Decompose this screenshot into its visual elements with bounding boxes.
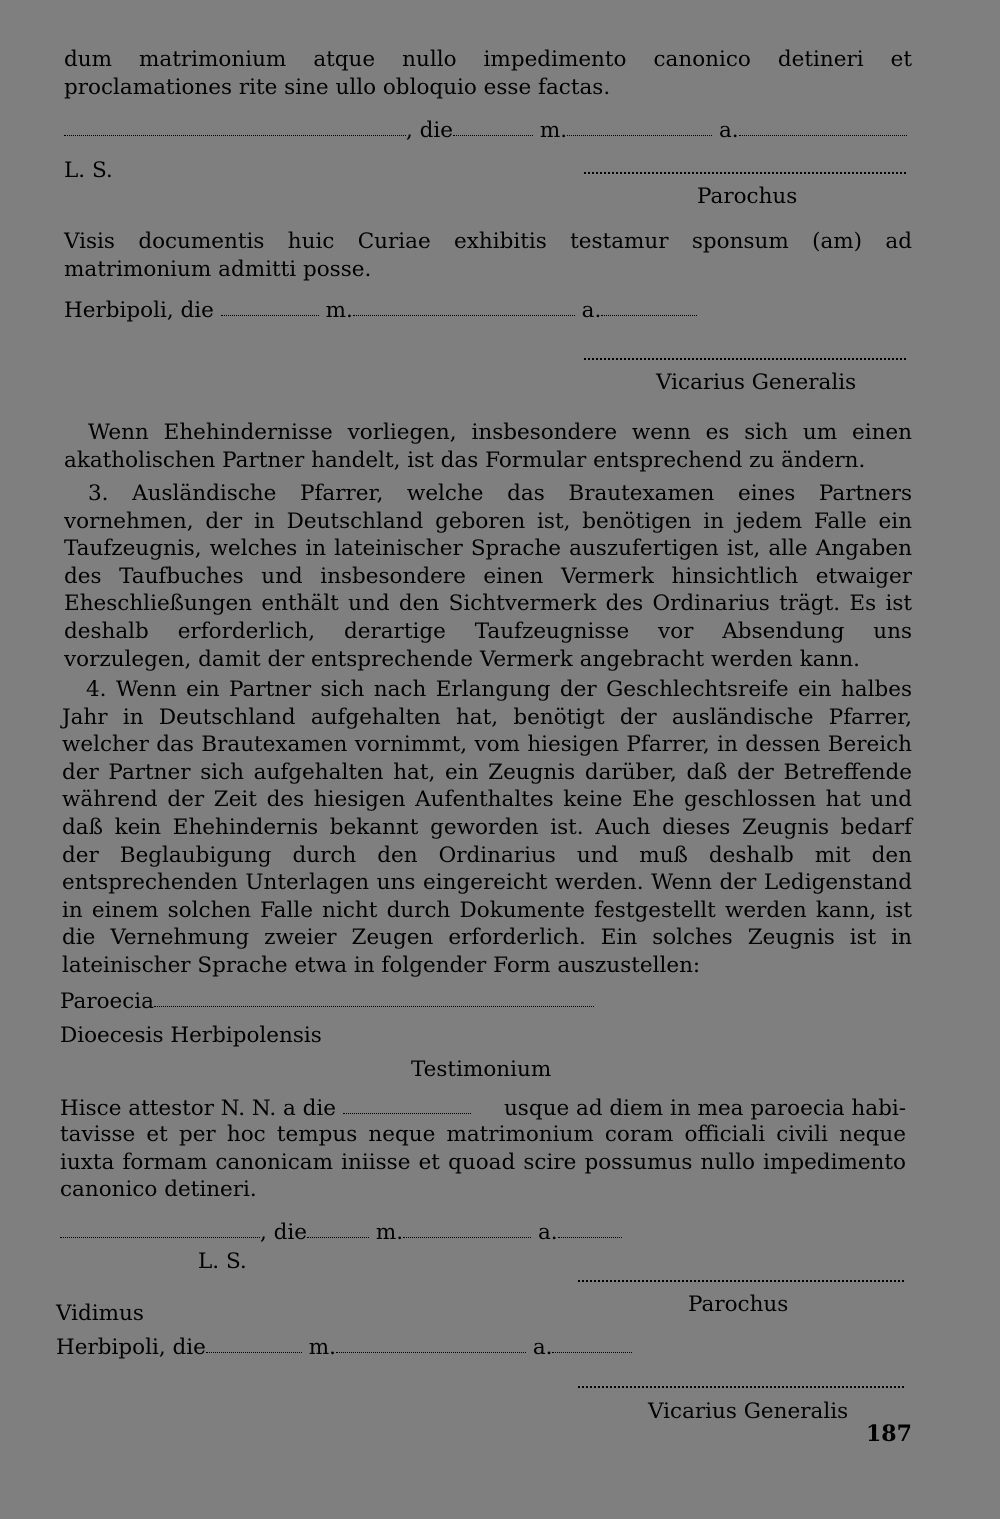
paragraph-wenn: Wenn Ehehindernisse vorliegen, insbesondere wenn es sich um einen akatholischen Partner handelt, ist das Formular entsprechend zu ändern. [64,420,912,473]
locus-sigilli-2: L. S. [198,1249,247,1274]
blank-day [206,1352,302,1353]
signature-line-vicarius-1 [584,358,906,360]
blank-year [558,1237,622,1238]
paragraph-visis: Visis documentis huic Curiae exhibitis testamur sponsum (am) ad matrimonium admitti posse. [64,229,912,282]
label-month: m. [539,118,568,143]
signature-line-parochus-2 [578,1280,904,1282]
paragraph-intro: dum matrimonium atque nullo impedimento canonico detineri et proclamationes rite sine ullo obloquio esse factas. [64,47,912,100]
label-year: a. [537,1220,558,1245]
hisce-end: usque ad diem in mea paroecia habi- [503,1096,906,1121]
label-die: , die [260,1220,308,1245]
label-die: , die [406,118,454,143]
blank-month [403,1237,531,1238]
blank-paroecia [154,1006,594,1007]
signature-line-vicarius-2 [578,1386,904,1388]
label-month: m. [325,298,353,323]
label-paroecia: Paroecia [60,989,154,1014]
label-month: m. [308,1335,336,1360]
locus-sigilli-1: L. S. [64,158,113,183]
date-line-2 [60,1222,622,1244]
paroecia-line [60,991,594,1013]
signature-line-parochus-1 [584,172,906,174]
blank-place [64,135,406,136]
blank-year [601,315,697,316]
label-vicarius-1: Vicarius Generalis [656,370,857,395]
blank-month [336,1352,526,1353]
date-line-1 [64,120,907,142]
label-month: m. [375,1220,404,1245]
page-number: 187 [866,1421,912,1447]
herbipoli-line-2 [56,1337,632,1359]
herbipoli-line-1 [64,300,697,322]
label-year: a. [718,118,739,143]
heading-testimonium: Testimonium [411,1057,552,1082]
blank-day [221,315,319,316]
label-dioecesis: Dioecesis Herbipolensis [60,1023,322,1048]
label-year: a. [581,298,602,323]
label-year: a. [532,1335,553,1360]
paragraph-4: 4. Wenn ein Partner sich nach Erlangung der Geschlechtsreife ein halbes Jahr in Deutschland aufgehalten hat, benötigt der ausländische Pfarrer, welcher das Brautexamen vornimmt, vom hiesigen Pfarrer, in dessen Bereich der Partner sich aufgehalten hat, ein Zeugnis darüber, daß der Betreffende während der Zeit des hiesigen Aufenthaltes keine Ehe geschlossen hat und daß kein Ehehindernis bekannt geworden ist. Auch dieses Zeugnis bedarf der Beglaubigung durch den Ordinarius und muß deshalb mit den entsprechenden Unterlagen uns eingereicht werden. Wenn der Ledigenstand in einem solchen Falle nicht durch Dokumente festgestellt werden kann, ist die Vernehmung zweier Zeugen erforderlich. Ein solches Zeugnis ist in lateinischer Sprache etwa in folgender Form auszustellen: [62,677,912,978]
label-herbipoli-die: Herbipoli, die [64,298,214,323]
blank-month [353,315,575,316]
hisce-start: Hisce attestor N. N. a die [60,1096,337,1121]
blank-day [307,1237,369,1238]
blank-day [453,135,533,136]
label-vidimus: Vidimus [56,1301,144,1326]
label-vicarius-2: Vicarius Generalis [648,1399,849,1424]
blank-place [60,1237,260,1238]
blank-month [567,135,712,136]
paragraph-testimonium: tavisse et per hoc tempus neque matrimonium coram officiali civili neque iuxta formam canonicam iniisse et quoad scire possumus nullo impedimento canonico detineri. [60,1122,906,1203]
blank-year [739,135,907,136]
label-parochus-2: Parochus [688,1292,789,1317]
label-herbipoli-die: Herbipoli, die [56,1335,206,1360]
paragraph-3: 3. Ausländische Pfarrer, welche das Brautexamen eines Partners vornehmen, der in Deutschland geboren ist, benötigen in jedem Falle ein Taufzeugnis, welches in lateinischer Sprache auszufertigen ist, alle Angaben des Taufbuches und insbesondere einen Vermerk hinsichtlich etwaiger Eheschließungen enthält und den Sichtvermerk des Ordinarius trägt. Es ist deshalb erforderlich, derartige Taufzeugnisse vor Absendung uns vorzulegen, damit der entsprechende Vermerk angebracht werden kann. [64,481,912,672]
label-parochus-1: Parochus [697,184,798,209]
blank-year [552,1352,632,1353]
hisce-line [60,1098,906,1120]
blank-date-from [343,1113,471,1114]
